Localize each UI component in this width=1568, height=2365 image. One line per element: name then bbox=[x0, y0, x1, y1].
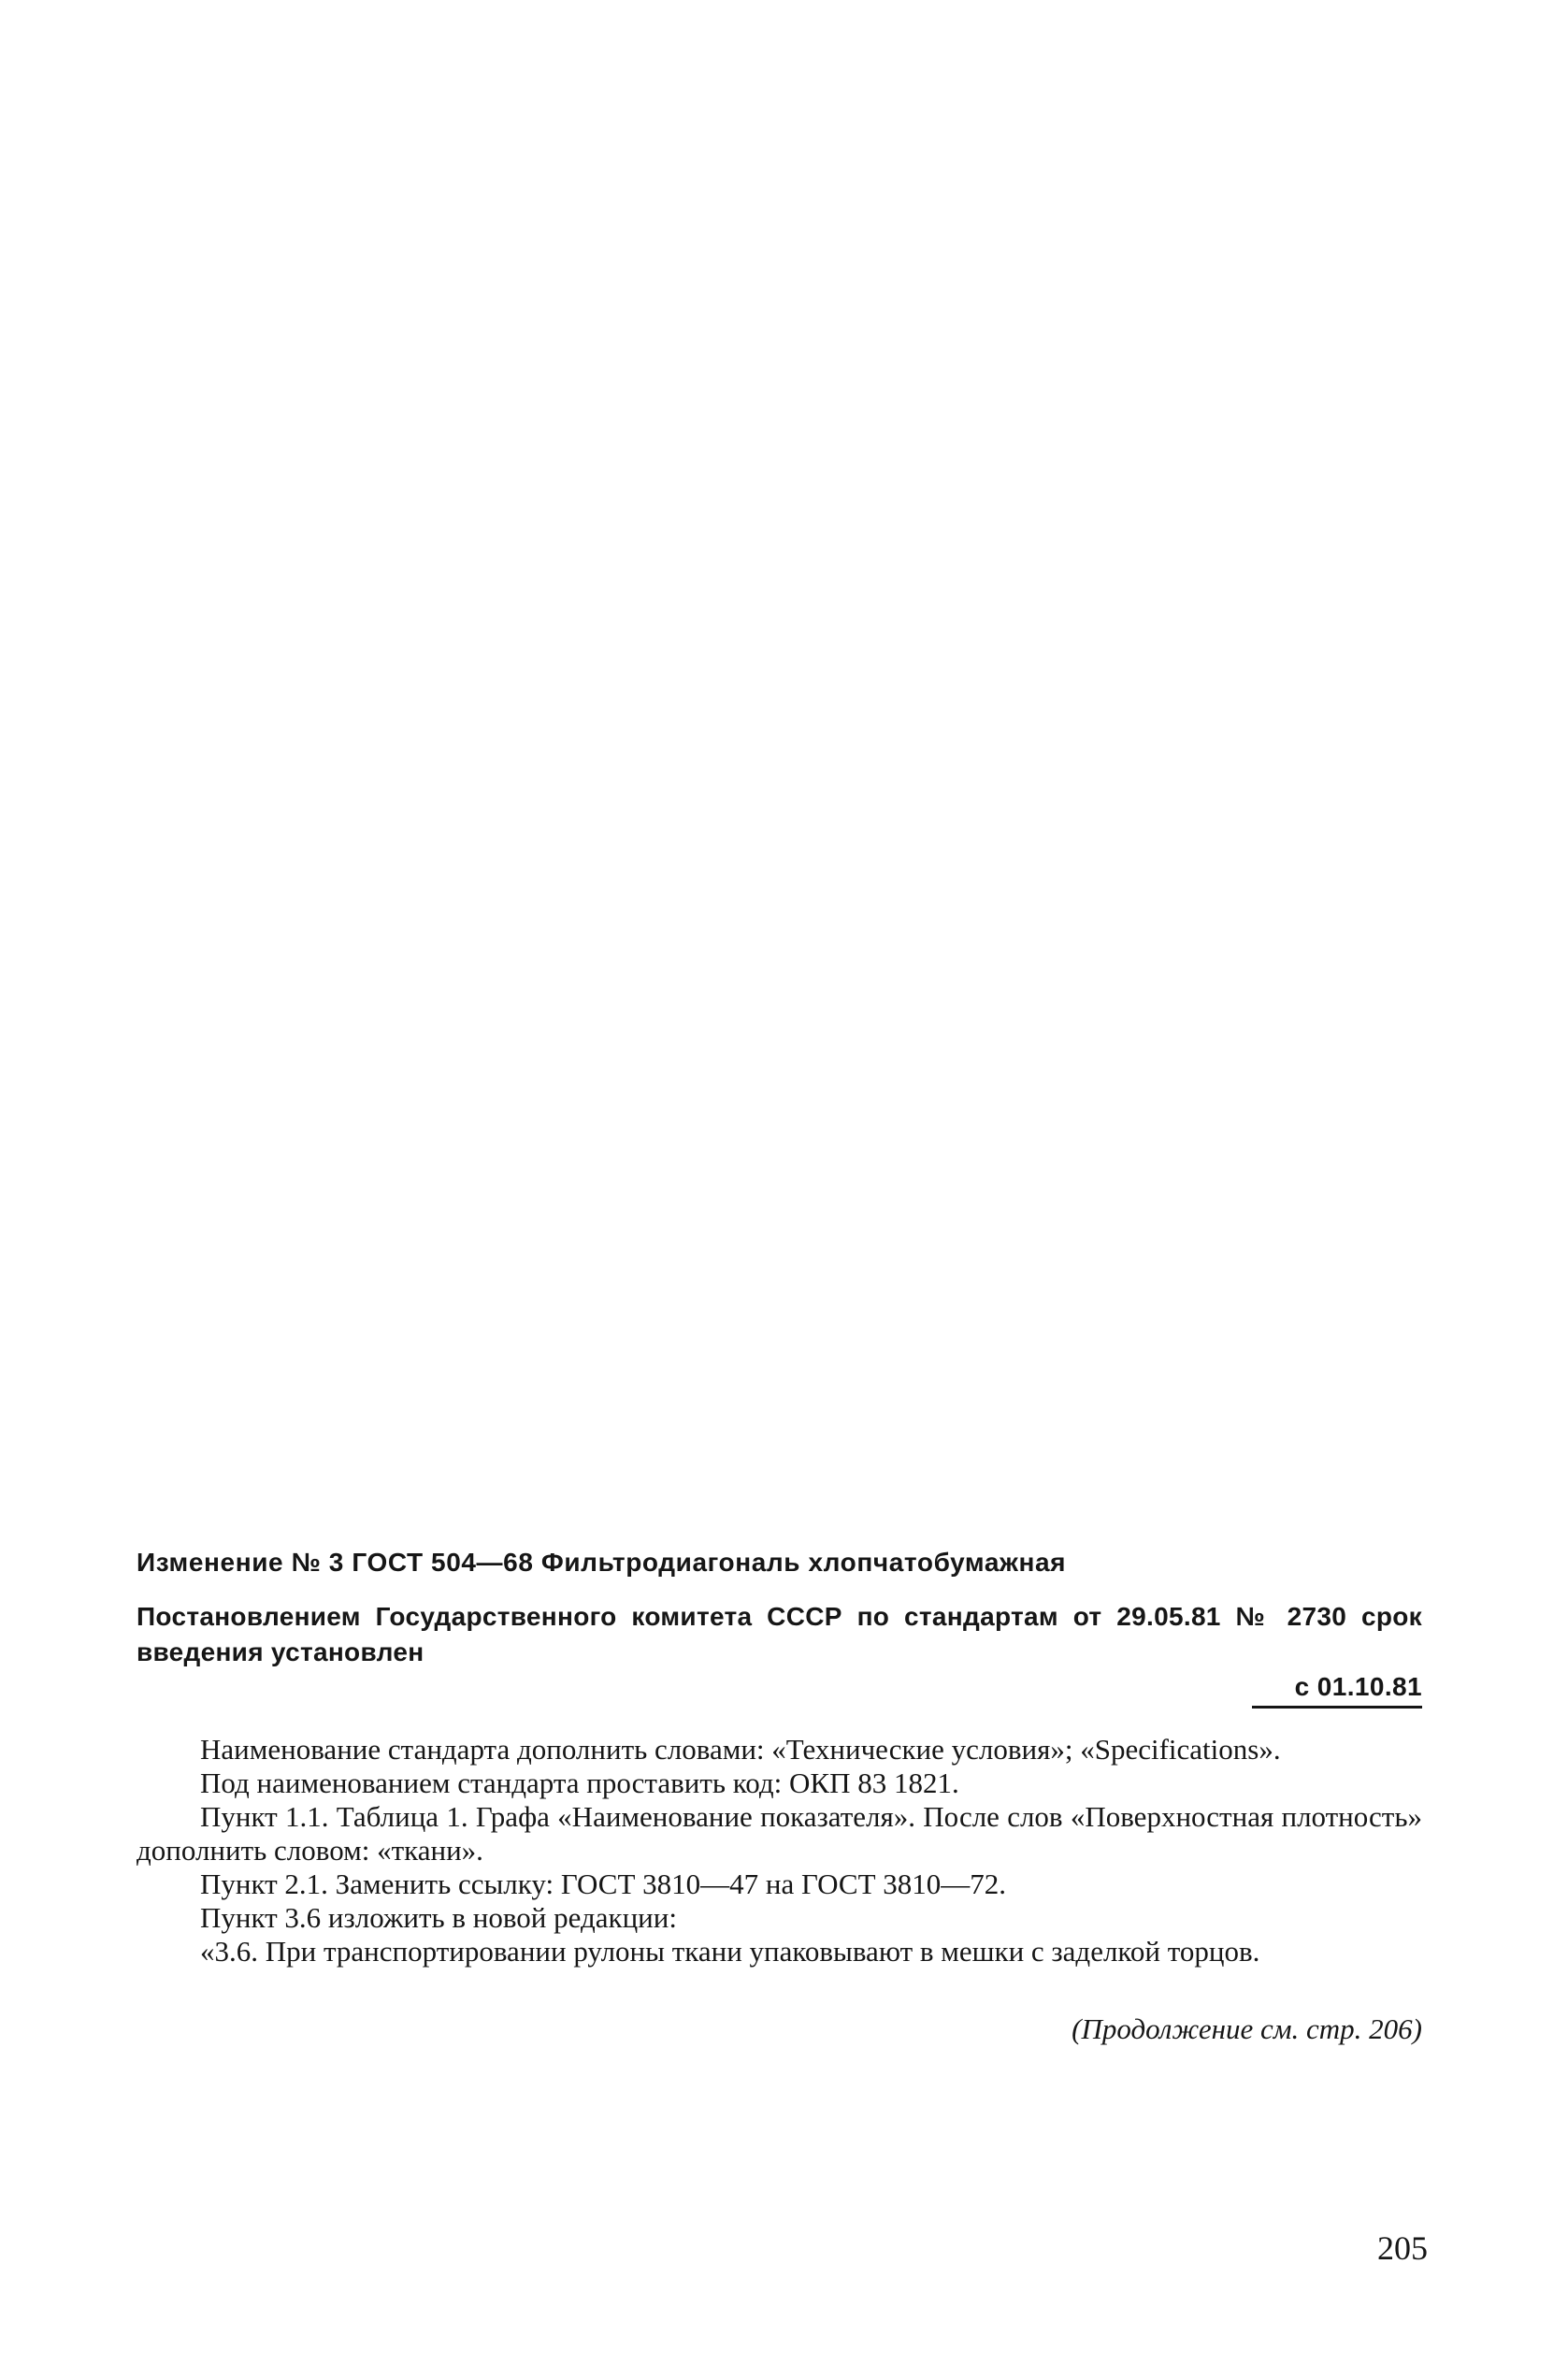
paragraph: «3.6. При транспортировании рулоны ткани упаковывают в мешки с заделкой торцов. bbox=[200, 1935, 1260, 1968]
paragraph: Пункт 1.1. Таблица 1. Графа «Наименование показателя». После слов «Поверхностная плотность» дополнить словом: «ткани». bbox=[137, 1800, 1422, 1867]
paragraph: Наименование стандарта дополнить словами: «Технические условия»; «Specifications». bbox=[200, 1733, 1281, 1766]
amendment-block bbox=[137, 1545, 1422, 2047]
paragraph: Пункт 2.1. Заменить ссылку: ГОСТ 3810—47 на ГОСТ 3810—72. bbox=[200, 1867, 1007, 1900]
paragraph: Пункт 3.6 изложить в новой редакции: bbox=[200, 1901, 677, 1934]
paragraph: Под наименованием стандарта проставить код: ОКП 83 1821. bbox=[200, 1767, 959, 1799]
page-number: 205 bbox=[1377, 2229, 1428, 2267]
effective-date-row bbox=[137, 1670, 1422, 1709]
amendment-body bbox=[137, 1733, 1422, 1968]
decree-text: Постановлением Государственного комитета СССР по стандартам от 29.05.81 № 2730 срок введения установлен bbox=[137, 1602, 1422, 1666]
continuation-note: (Продолжение см. стр. 206) bbox=[1072, 2012, 1422, 2045]
effective-date: с 01.10.81 bbox=[1252, 1670, 1422, 1709]
amendment-title: Изменение № 3 ГОСТ 504—68 Фильтродиагональ хлопчатобумажная bbox=[137, 1548, 1067, 1577]
